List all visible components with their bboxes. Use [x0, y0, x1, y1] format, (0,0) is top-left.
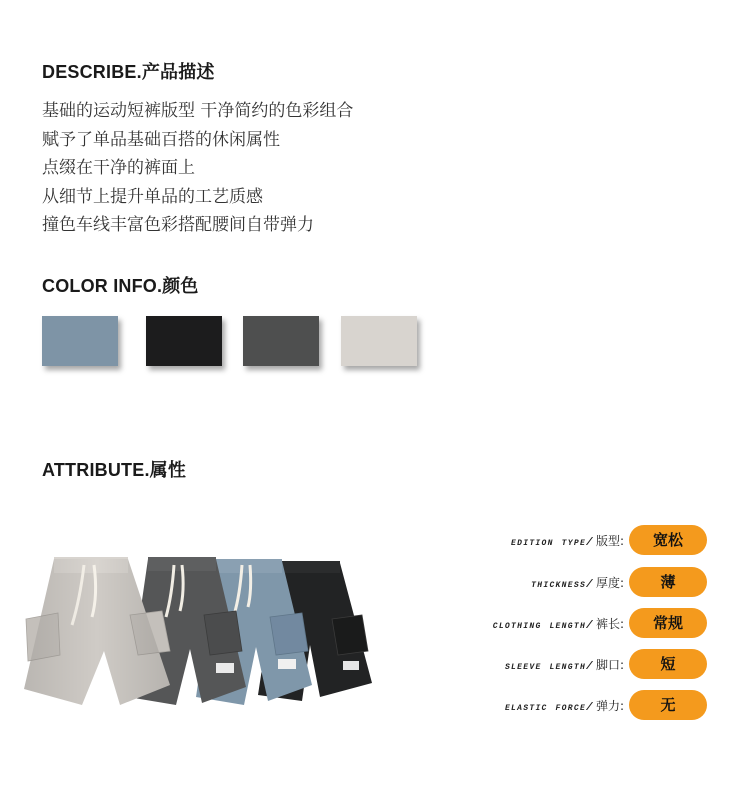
attribute-label-en: clothing length/	[492, 620, 594, 632]
attribute-value-badge: 常规	[629, 608, 707, 638]
attribute-value-badge: 宽松	[629, 525, 707, 555]
description-line: 点缀在干净的裤面上	[42, 158, 195, 178]
attribute-value-badge: 无	[629, 690, 707, 720]
color-info-section-title: COLOR INFO.颜色	[42, 276, 199, 296]
attribute-value-badge: 薄	[629, 567, 707, 597]
attribute-label-cn: 裤长:	[595, 617, 624, 631]
attribute-label-cn: 弹力:	[595, 699, 624, 713]
attribute-label-en: edition type/	[511, 537, 594, 549]
attribute-label-en: elastic force/	[504, 702, 594, 714]
description-line: 从细节上提升单品的工艺质感	[42, 186, 263, 207]
attribute-label-en: sleeve length/	[504, 661, 594, 673]
product-photo-shorts	[20, 555, 380, 710]
attribute-row-thickness	[420, 566, 710, 598]
color-swatch-black[interactable]	[146, 316, 222, 366]
attribute-row-elastic-force	[420, 689, 710, 721]
description-line: 撞色车线丰富色彩搭配腰间自带弹力	[42, 215, 314, 235]
color-swatch-light-gray[interactable]	[341, 316, 417, 366]
description-line: 基础的运动短裤版型 干净简约的色彩组合	[42, 101, 354, 121]
attribute-row-sleeve-length	[420, 648, 710, 680]
attribute-row-clothing-length	[420, 607, 710, 639]
attribute-section-title: ATTRIBUTE.属性	[42, 460, 187, 480]
description-line: 赋予了单品基础百搭的休闲属性	[42, 129, 280, 150]
attribute-value-badge: 短	[629, 649, 707, 679]
attribute-label-en: thickness/	[531, 579, 594, 591]
attribute-label-cn: 版型:	[595, 534, 624, 548]
attribute-row-edition-type	[420, 524, 710, 556]
description-text	[42, 97, 353, 240]
attribute-label	[505, 697, 624, 714]
attribute-label	[505, 656, 624, 673]
attribute-label	[531, 574, 624, 591]
attribute-label	[511, 532, 624, 549]
color-swatch-blue-gray[interactable]	[42, 316, 118, 366]
attribute-label-cn: 厚度:	[595, 576, 624, 590]
describe-section-title: DESCRIBE.产品描述	[42, 62, 215, 82]
attribute-label-cn: 脚口:	[595, 658, 624, 672]
color-swatch-dark-gray[interactable]	[243, 316, 319, 366]
attribute-label	[493, 615, 624, 632]
